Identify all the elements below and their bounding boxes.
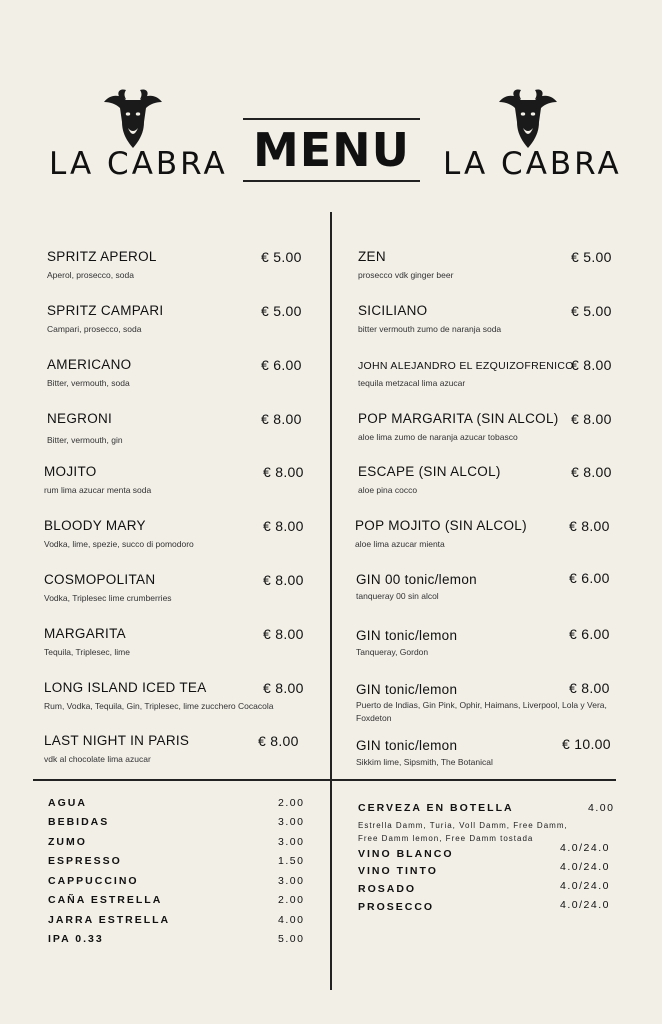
drink-price: 2.00 (278, 894, 305, 906)
item-name: AMERICANO (47, 357, 132, 372)
item-name: NEGRONI (47, 411, 113, 426)
drink-price: 4.0/24.0 (560, 861, 610, 873)
item-price: € 10.00 (562, 736, 611, 752)
item-description: Puerto de Indias, Gin Pink, Ophir, Haimans, Liverpool, Lola y Vera, Foxdeton (356, 700, 607, 723)
horizontal-divider (33, 779, 616, 781)
item-name: MARGARITA (44, 626, 126, 641)
item-price: € 8.00 (263, 680, 304, 696)
drink-name: CAÑA ESTRELLA (48, 894, 163, 906)
item-price: € 5.00 (261, 249, 302, 265)
item-name: SPRITZ CAMPARI (47, 303, 164, 318)
drink-name: AGUA (48, 797, 87, 809)
goat-head-icon (100, 88, 166, 150)
item-name: GIN tonic/lemon (356, 738, 458, 753)
item-price: € 8.00 (258, 733, 299, 749)
item-name: LONG ISLAND ICED TEA (44, 680, 207, 695)
item-description: prosecco vdk ginger beer (358, 270, 454, 280)
item-name: MOJITO (44, 464, 97, 479)
drink-row (48, 855, 305, 867)
item-name: GIN tonic/lemon (356, 682, 458, 697)
item-name: POP MOJITO (SIN ALCOL) (355, 518, 527, 533)
drink-price: 4.00 (278, 914, 305, 926)
item-description: aloe lima zumo de naranja azucar tobasco (358, 432, 518, 442)
item-price: € 8.00 (263, 626, 304, 642)
item-name: GIN 00 tonic/lemon (356, 572, 477, 587)
item-description: vdk al chocolate lima azucar (44, 754, 151, 764)
item-name: SICILIANO (358, 303, 428, 318)
item-description: Bitter, vermouth, gin (47, 435, 123, 445)
drink-name: BEBIDAS (48, 816, 110, 828)
drink-row (48, 875, 305, 887)
drink-name: VINO BLANCO (358, 848, 454, 860)
item-name: SPRITZ APEROL (47, 249, 157, 264)
drink-price: 4.00 (588, 802, 615, 814)
item-description: Aperol, prosecco, soda (47, 270, 134, 280)
drink-name: ESPRESSO (48, 855, 122, 867)
item-description: Tanqueray, Gordon (356, 647, 429, 657)
item-description: Bitter, vermouth, soda (47, 378, 130, 388)
drink-name: ZUMO (48, 836, 87, 848)
item-description: tequila metzacal lima azucar (358, 378, 466, 388)
beer-description: Estrella Damm, Turia, Voll Damm, Free Damm, (358, 821, 568, 830)
item-price: € 6.00 (569, 626, 610, 642)
brand-name-right: LA CABRA (443, 146, 622, 182)
drink-row (358, 848, 454, 860)
item-price: € 6.00 (569, 570, 610, 586)
drink-price: 3.00 (278, 836, 305, 848)
item-price: € 8.00 (263, 464, 304, 480)
item-name: LAST NIGHT IN PARIS (44, 733, 190, 748)
item-description: aloe lima azucar mienta (355, 539, 445, 549)
drink-row (48, 914, 305, 926)
drink-row (48, 816, 305, 828)
item-price: € 6.00 (261, 357, 302, 373)
item-price: € 5.00 (571, 303, 612, 319)
drink-price: 1.50 (278, 855, 305, 867)
item-description: Tequila, Triplesec, lime (44, 647, 130, 657)
item-name: BLOODY MARY (44, 518, 146, 533)
item-price: € 8.00 (571, 464, 612, 480)
item-description: Vodka, Triplesec lime crumberries (44, 593, 172, 603)
item-price: € 8.00 (569, 518, 610, 534)
drink-row (48, 797, 305, 809)
item-description: Campari, prosecco, soda (47, 324, 142, 334)
item-price: € 8.00 (571, 411, 612, 427)
drink-row (358, 865, 438, 877)
drink-name: CAPPUCCINO (48, 875, 139, 887)
item-name: POP MARGARITA (SIN ALCOL) (358, 411, 559, 426)
item-price: € 5.00 (571, 249, 612, 265)
drink-price: 3.00 (278, 875, 305, 887)
drink-name: ROSADO (358, 883, 417, 895)
drink-row (48, 933, 305, 945)
item-name: JOHN ALEJANDRO EL EZQUIZOFRENICO (358, 360, 574, 372)
drink-price: 5.00 (278, 933, 305, 945)
drink-name: IPA 0.33 (48, 933, 104, 945)
brand-name-left: LA CABRA (49, 146, 228, 182)
item-price: € 5.00 (261, 303, 302, 319)
drink-name: JARRA ESTRELLA (48, 914, 171, 926)
item-price: € 8.00 (261, 411, 302, 427)
item-description: bitter vermouth zumo de naranja soda (358, 324, 502, 334)
drink-row (358, 883, 416, 895)
drink-name: VINO TINTO (358, 865, 438, 877)
drink-row (48, 836, 305, 848)
drink-name: CERVEZA EN BOTELLA (358, 802, 514, 814)
drink-row (358, 802, 615, 814)
item-price: € 8.00 (569, 680, 610, 696)
drink-price: 4.0/24.0 (560, 899, 610, 911)
drink-price: 4.0/24.0 (560, 880, 610, 892)
item-price: € 8.00 (263, 518, 304, 534)
item-price: € 8.00 (263, 572, 304, 588)
item-description: tanqueray 00 sin alcol (356, 591, 439, 601)
beer-description: Free Damm lemon, Free Damm tostada (358, 834, 534, 843)
drink-name: PROSECCO (358, 901, 435, 913)
item-name: COSMOPOLITAN (44, 572, 156, 587)
item-name: GIN tonic/lemon (356, 628, 458, 643)
drink-price: 2.00 (278, 797, 305, 809)
item-name: ZEN (358, 249, 386, 264)
drink-row (48, 894, 305, 906)
item-description: rum lima azucar menta soda (44, 485, 152, 495)
item-description: Rum, Vodka, Tequila, Gin, Triplesec, lime zucchero Cocacola (44, 701, 274, 711)
vertical-divider (330, 212, 332, 990)
drink-price: 3.00 (278, 816, 305, 828)
menu-title: MENU (243, 118, 420, 182)
item-description: aloe pina cocco (358, 485, 418, 495)
drink-price: 4.0/24.0 (560, 842, 610, 854)
goat-head-icon (495, 88, 561, 150)
drink-row (358, 901, 434, 913)
item-name: ESCAPE (SIN ALCOL) (358, 464, 501, 479)
item-description: Vodka, lime, spezie, succo di pomodoro (44, 539, 194, 549)
item-price: € 8.00 (571, 357, 612, 373)
item-description: Sikkim lime, Sipsmith, The Botanical (356, 757, 493, 767)
